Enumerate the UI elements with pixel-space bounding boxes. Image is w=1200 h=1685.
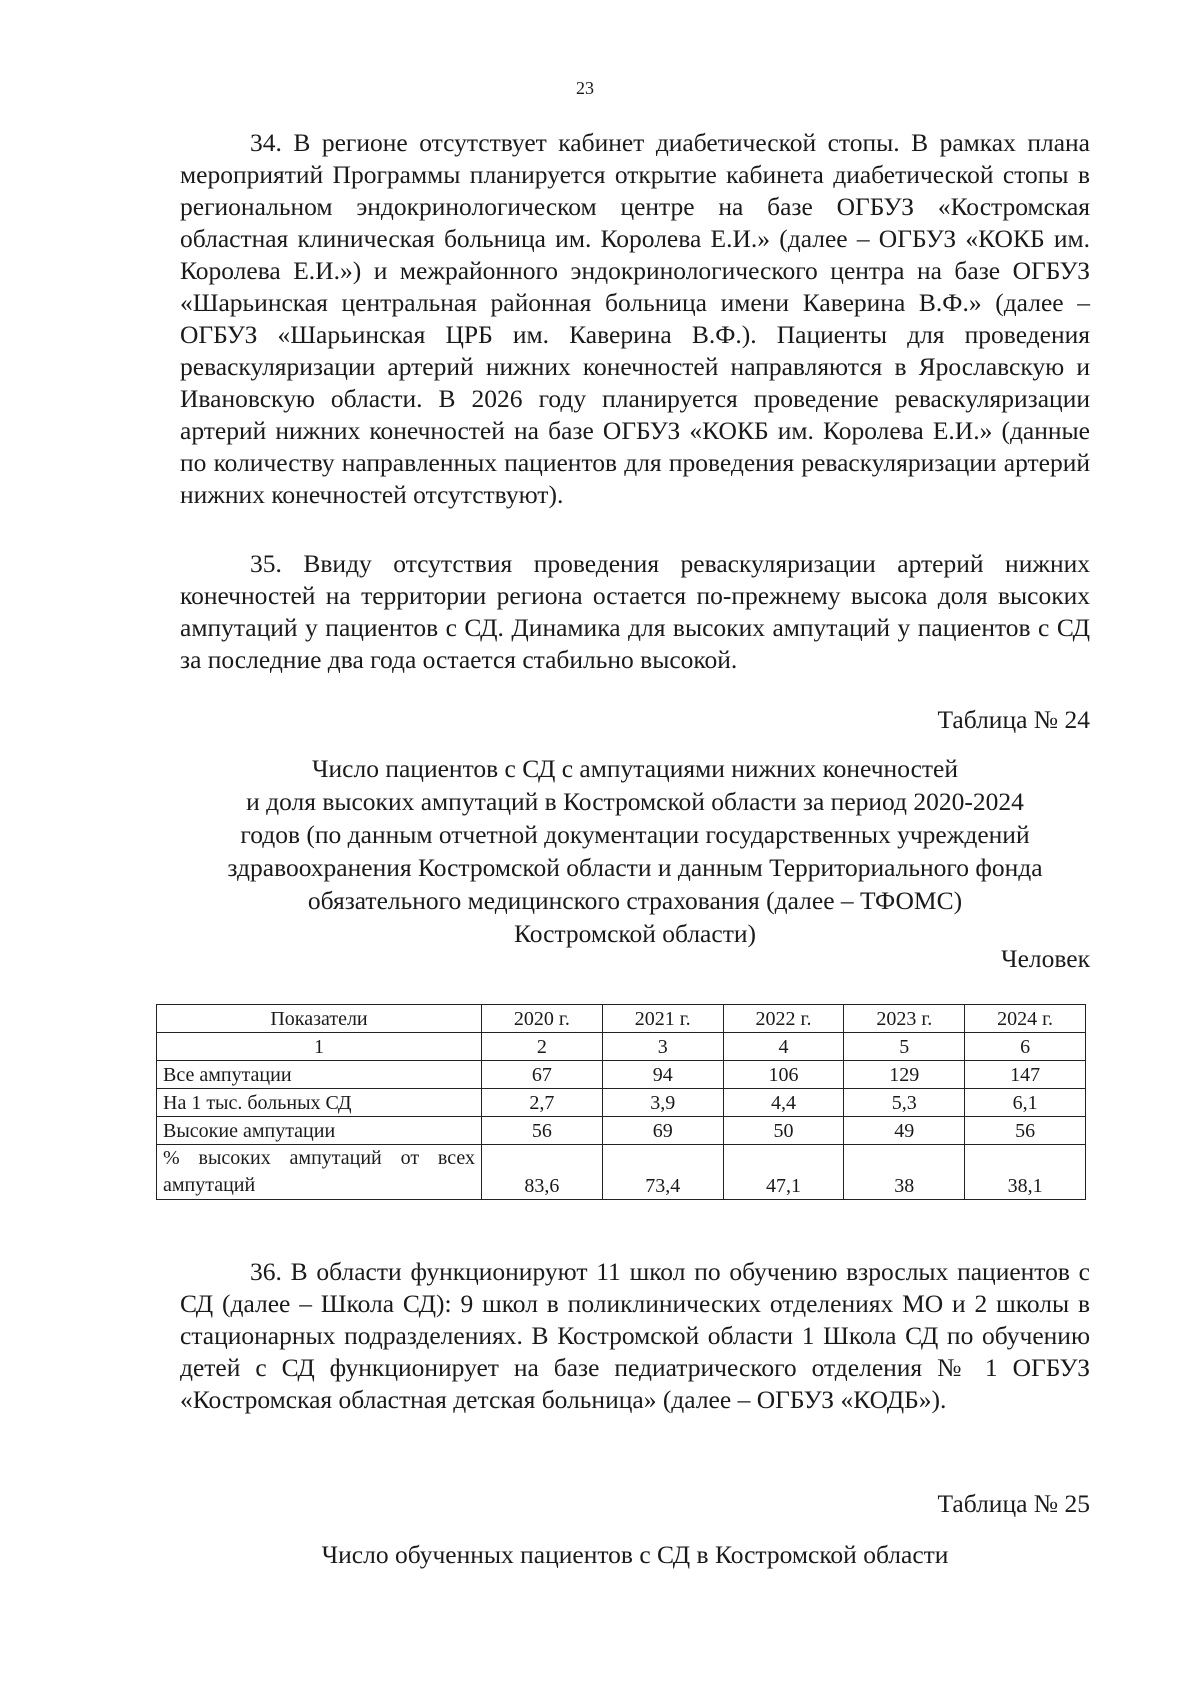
row-label: Высокие ампутации	[157, 1117, 482, 1145]
paragraph-35	[180, 548, 1090, 676]
table-cell: 94	[602, 1061, 723, 1089]
table-cell: 67	[482, 1061, 603, 1089]
column-number-cell: 2	[482, 1033, 603, 1061]
header-cell: 2022 г.	[723, 1005, 844, 1033]
row-label: На 1 тыс. больных СД	[157, 1089, 482, 1117]
header-cell: 2024 г.	[965, 1005, 1086, 1033]
header-cell: 2020 г.	[482, 1005, 603, 1033]
table-cell: 38	[844, 1145, 965, 1200]
paragraph-36-text: 36. В области функционируют 11 школ по обучению взрослых пациентов с СД (далее – Школа СД): 9 школ в поликлинических отделениях МО и 2 школы в стационарных подразделениях. В Костромской области 1 Школа СД по обучению детей с СД функционирует на базе педиатрического отделения № 1 ОГБУЗ «Костромская областная детская больница» (далее – ОГБУЗ «КОДБ»).	[180, 1257, 1090, 1414]
table-24-title-line: здравоохранения Костромской области и данным Территориального фонда	[227, 853, 1043, 882]
header-cell: 2023 г.	[844, 1005, 965, 1033]
table-24-title-line: и доля высоких ампутаций в Костромской области за период 2020-2024	[246, 787, 1024, 816]
table-row	[157, 1145, 1086, 1200]
table-cell: 129	[844, 1061, 965, 1089]
table-cell: 83,6	[482, 1145, 603, 1200]
table-column-number-row	[157, 1033, 1086, 1061]
table-header-row	[157, 1005, 1086, 1033]
paragraph-34	[180, 127, 1090, 511]
table-cell: 73,4	[602, 1145, 723, 1200]
table-24-title-line: годов (по данным отчетной документации государственных учреждений	[240, 820, 1030, 849]
table-25-title: Число обученных пациентов с СД в Костромской области	[321, 1540, 949, 1569]
table-24-title-line: Число пациентов с СД с ампутациями нижних конечностей	[311, 754, 959, 783]
row-label: % высоких ампутаций от всех ампутаций	[157, 1145, 482, 1200]
table-cell: 106	[723, 1061, 844, 1089]
column-number-cell: 5	[844, 1033, 965, 1061]
table-cell: 69	[602, 1117, 723, 1145]
table-cell: 38,1	[965, 1145, 1086, 1200]
table-24-title-line: обязательного медицинского страхования (далее – ТФОМС)	[307, 886, 963, 915]
table-25-label: Таблица № 25	[937, 1489, 1090, 1518]
table-cell: 56	[965, 1117, 1086, 1145]
paragraph-35-text: 35. Ввиду отсутствия проведения реваскуляризации артерий нижних конечностей на территории региона остается по-прежнему высока доля высоких ампутаций у пациентов с СД. Динамика для высоких ампутаций у пациентов с СД за последние два года остается стабильно высокой.	[180, 549, 1090, 674]
column-number-cell: 4	[723, 1033, 844, 1061]
table-row	[157, 1061, 1086, 1089]
table-cell: 3,9	[602, 1089, 723, 1117]
row-label: Все ампутации	[157, 1061, 482, 1089]
column-number-cell: 3	[602, 1033, 723, 1061]
table-cell: 49	[844, 1117, 965, 1145]
page-number: 23	[576, 78, 594, 98]
table-cell: 147	[965, 1061, 1086, 1089]
table-24-title-line: Костромской области)	[514, 919, 756, 948]
table-24-label: Таблица № 24	[937, 705, 1090, 734]
paragraph-34-text: 34. В регионе отсутствует кабинет диабетической стопы. В рамках плана мероприятий Программы планируется открытие кабинета диабетической стопы в региональном эндокринологическом центре на базе ОГБУЗ «Костромская областная клиническая больница им. Королева Е.И.» (далее – ОГБУЗ «КОКБ им. Королева Е.И.») и межрайонного эндокринологического центра на базе ОГБУЗ «Шарьинская центральная районная больница имени Каверина В.Ф.» (далее – ОГБУЗ «Шарьинская ЦРБ им. Каверина В.Ф.). Пациенты для проведения реваскуляризации артерий нижних конечностей направляются в Ярославскую и Ивановскую области. В 2026 году планируется проведение реваскуляризации артерий нижних конечностей на базе ОГБУЗ «КОКБ им. Королева Е.И.» (данные по количеству направленных пациентов для проведения реваскуляризации артерий нижних конечностей отсутствуют).	[180, 128, 1090, 509]
column-number-cell: 1	[157, 1033, 482, 1061]
table-row	[157, 1117, 1086, 1145]
table-cell: 5,3	[844, 1089, 965, 1117]
table-cell: 50	[723, 1117, 844, 1145]
table-cell: 4,4	[723, 1089, 844, 1117]
table-cell: 2,7	[482, 1089, 603, 1117]
table-row	[157, 1089, 1086, 1117]
paragraph-36	[180, 1256, 1090, 1416]
header-cell: Показатели	[157, 1005, 482, 1033]
table-cell: 56	[482, 1117, 603, 1145]
table-cell: 6,1	[965, 1089, 1086, 1117]
table-24-title	[180, 752, 1090, 950]
table-24-units: Человек	[1001, 944, 1090, 973]
header-cell: 2021 г.	[602, 1005, 723, 1033]
table-cell: 47,1	[723, 1145, 844, 1200]
column-number-cell: 6	[965, 1033, 1086, 1061]
table-24	[156, 1004, 1086, 1200]
